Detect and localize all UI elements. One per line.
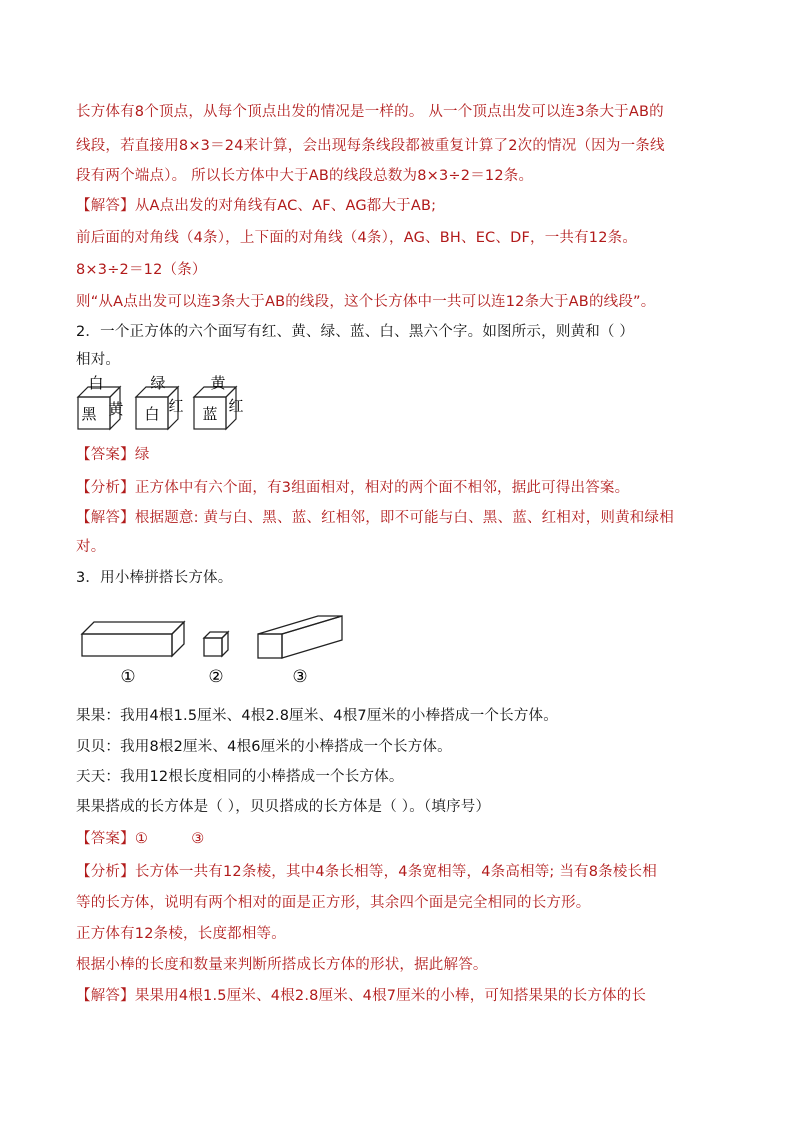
- cube-2-top: 绿: [150, 375, 166, 392]
- cube-3-top: 黄: [210, 375, 226, 392]
- solution-text: 从A点出发的对角线有AC、AF、AG都大于AB;: [134, 198, 437, 214]
- solution-line-1: [76, 196, 436, 216]
- text-line-2: 线段，若直接用8×3＝24来计算，会出现每条线段都被重复计算了2次的情况（因为一条线: [76, 138, 665, 154]
- box-1: [82, 622, 184, 687]
- solution-tag: 【解答】: [76, 198, 135, 214]
- answer-3: [76, 829, 205, 849]
- text-line-3: 段有两个端点）。 所以长方体中大于AB的线段总数为8×3÷2＝12条。: [76, 168, 534, 184]
- cube-3-front: 蓝: [202, 405, 218, 423]
- analysis-2: [76, 478, 629, 498]
- cube-2-front: 白: [144, 405, 160, 423]
- statement-guoguo: 果果：我用4根1.5厘米、4根2.8厘米、4根7厘米的小棒搭成一个长方体。: [76, 708, 558, 724]
- analysis-3-line-3: 正方体有12条棱，长度都相等。: [76, 926, 286, 942]
- answer-text: 绿: [134, 447, 150, 463]
- analysis-tag: 【分析】: [76, 480, 135, 496]
- cube-3: [194, 375, 244, 429]
- cube-2-side: 红: [168, 397, 184, 415]
- solution-2-line-2: 对。: [76, 539, 106, 555]
- solution-2-line-1: [76, 508, 674, 528]
- solution-text: 果果用4根1.5厘米、4根2.8厘米、4根7厘米的小棒，可知搭果果的长方体的长: [134, 988, 647, 1004]
- box-2: [204, 632, 228, 687]
- solution-text: 根据题意: 黄与白、黑、蓝、红相邻，即不可能与白、黑、蓝、红相对，则黄和绿相: [134, 510, 674, 526]
- cube-3-side: 红: [228, 397, 244, 415]
- answer-tag: 【答案】: [76, 831, 135, 847]
- analysis-tag: 【分析】: [76, 864, 135, 880]
- question-2-line-1: 2．一个正方体的六个面写有红、黄、绿、蓝、白、黑六个字。如图所示，则黄和（ ）: [76, 324, 635, 340]
- box-2-label: ②: [208, 667, 224, 687]
- solution-tag: 【解答】: [76, 988, 135, 1004]
- solution-3-line-1: [76, 986, 646, 1006]
- statement-beibei: 贝贝：我用8根2厘米、4根6厘米的小棒搭成一个长方体。: [76, 739, 452, 755]
- solution-line-4: 则“从A点出发可以连3条大于AB的线段，这个长方体中一共可以连12条大于AB的线段”。: [76, 294, 656, 310]
- cubes-figure: [74, 375, 254, 439]
- cube-1-side: 黄: [108, 400, 124, 418]
- statement-tiantian: 天天：我用12根长度相同的小棒搭成一个长方体。: [76, 769, 404, 785]
- answer-text: ① ③: [134, 831, 205, 847]
- solution-line-3: 8×3÷2＝12（条）: [76, 262, 207, 278]
- analysis-text: 正方体中有六个面，有3组面相对，相对的两个面不相邻，据此可得出答案。: [134, 480, 630, 496]
- question-3-blank: 果果搭成的长方体是（ ），贝贝搭成的长方体是（ ）。（填序号）: [76, 799, 491, 815]
- box-3-label: ③: [292, 667, 308, 687]
- box-3: [258, 616, 342, 687]
- question-3-title: 3．用小棒拼搭长方体。: [76, 570, 233, 586]
- answer-2: [76, 445, 150, 465]
- cube-1-top: 白: [88, 375, 104, 392]
- analysis-3-line-1: [76, 862, 657, 882]
- cube-2: [136, 375, 184, 429]
- analysis-text: 长方体一共有12条棱，其中4条长相等，4条宽相等，4条高相等; 当有8条棱长相: [134, 864, 657, 880]
- analysis-3-line-4: 根据小棒的长度和数量来判断所搭成长方体的形状，据此解答。: [76, 957, 488, 973]
- box-1-label: ①: [120, 667, 136, 687]
- cube-1: [78, 375, 124, 429]
- solution-tag: 【解答】: [76, 510, 135, 526]
- boxes-figure: [78, 610, 348, 690]
- answer-tag: 【答案】: [76, 447, 135, 463]
- question-2-line-2: 相对。: [76, 352, 121, 368]
- cube-1-front: 黑: [81, 405, 97, 423]
- text-line-1: 长方体有8个顶点，从每个顶点出发的情况是一样的。 从一个顶点出发可以连3条大于AB的: [76, 104, 664, 120]
- analysis-3-line-2: 等的长方体，说明有两个相对的面是正方形，其余四个面是完全相同的长方形。: [76, 895, 591, 911]
- solution-line-2: 前后面的对角线（4条），上下面的对角线（4条），AG、BH、EC、DF，一共有12条。: [76, 230, 638, 246]
